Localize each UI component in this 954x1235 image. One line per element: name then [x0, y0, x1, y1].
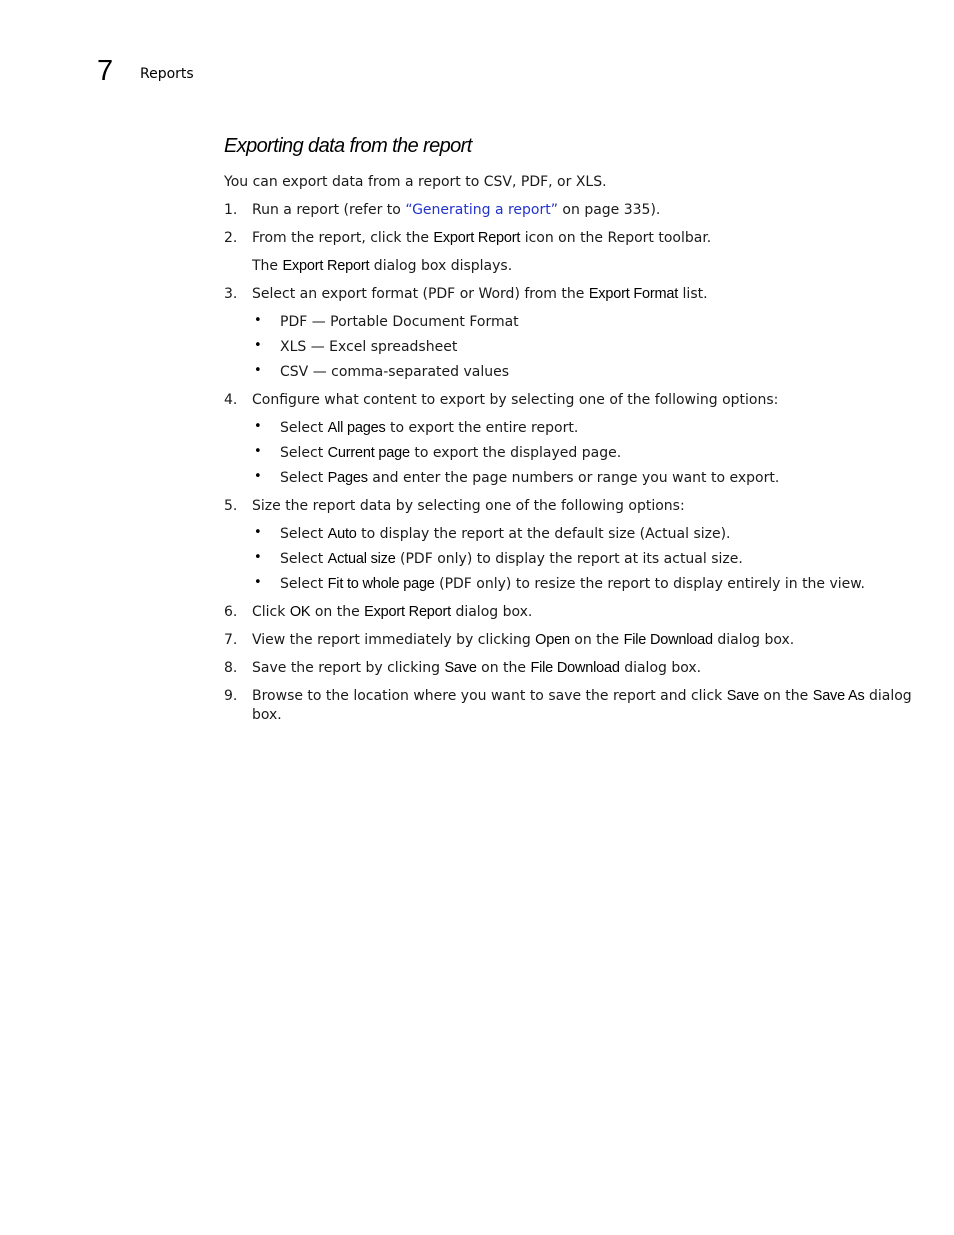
- step-text: The: [252, 258, 283, 274]
- ui-term: Fit to whole page: [327, 576, 435, 592]
- step-text: on the: [310, 604, 365, 620]
- bullet-item: XLS — Excel spreadsheet: [280, 339, 458, 355]
- step-text: list.: [678, 286, 708, 302]
- ui-term: Export Format: [588, 286, 679, 302]
- step-text: to display the report at the default size (Actual size).: [356, 526, 731, 542]
- step-text: From the report, click the: [252, 230, 434, 246]
- ui-term: Save As: [812, 688, 865, 704]
- ui-term: Open: [535, 632, 570, 648]
- step-text: and enter the page numbers or range you want to export.: [367, 470, 780, 486]
- step-text: Select: [280, 526, 328, 542]
- step-text: dialog box.: [451, 604, 533, 620]
- step-text: (PDF only) to display the report at its actual size.: [395, 551, 743, 567]
- step-text: (PDF only) to resize the report to display entirely in the view.: [434, 576, 865, 592]
- ui-term: Actual size: [327, 551, 396, 567]
- step-number: 5.: [224, 498, 238, 514]
- bullet-icon: •: [254, 550, 262, 565]
- bullet-icon: •: [254, 419, 262, 434]
- step-text: View the report immediately by clicking: [252, 632, 536, 648]
- ui-term: File Download: [623, 632, 713, 648]
- bullet-item: [280, 469, 779, 487]
- step-text: on page 335).: [557, 202, 661, 218]
- step-9-text: [252, 687, 912, 705]
- step-number: 8.: [224, 660, 238, 676]
- ui-term: Save: [726, 688, 759, 704]
- ui-term: Export Report: [433, 230, 521, 246]
- bullet-icon: •: [254, 575, 262, 590]
- step-9-text-continued: box.: [252, 707, 282, 723]
- bullet-icon: •: [254, 338, 262, 353]
- ui-term: Export Report: [364, 604, 451, 620]
- step-text: Select an export format (PDF or Word) from the: [252, 286, 589, 302]
- ui-term: Pages: [327, 470, 368, 486]
- step-text: Click: [252, 604, 290, 620]
- ui-term: Export Report: [282, 258, 370, 274]
- step-6-text: [252, 603, 532, 621]
- step-number: 3.: [224, 286, 238, 302]
- step-number: 2.: [224, 230, 238, 246]
- chapter-number: 7: [97, 55, 114, 87]
- step-text: dialog box.: [619, 660, 702, 676]
- step-text: Run a report (refer to: [252, 202, 406, 218]
- step-text: icon on the Report toolbar.: [520, 230, 712, 246]
- bullet-item: [280, 419, 578, 437]
- step-8-text: [252, 659, 701, 677]
- section-intro: You can export data from a report to CSV, PDF, or XLS.: [224, 174, 607, 190]
- step-text: Browse to the location where you want to save the report and click: [252, 688, 727, 704]
- bullet-icon: •: [254, 363, 262, 378]
- step-text: Select: [280, 576, 328, 592]
- bullet-item: [280, 444, 621, 462]
- step-text: Select: [280, 470, 328, 486]
- step-5-text: Size the report data by selecting one of the following options:: [252, 498, 685, 514]
- ui-term: Save: [444, 660, 477, 676]
- bullet-item: CSV — comma-separated values: [280, 364, 509, 380]
- step-text: Select: [280, 420, 328, 436]
- step-number: 1.: [224, 202, 238, 218]
- step-2-note: [252, 257, 512, 275]
- step-text: dialog box.: [712, 632, 795, 648]
- bullet-icon: •: [254, 525, 262, 540]
- ui-term: OK: [289, 604, 311, 620]
- step-text: dialog: [864, 688, 912, 704]
- bullet-icon: •: [254, 469, 262, 484]
- bullet-icon: •: [254, 313, 262, 328]
- step-number: 7.: [224, 632, 238, 648]
- step-number: 6.: [224, 604, 238, 620]
- step-4-text: Configure what content to export by selecting one of the following options:: [252, 392, 779, 408]
- bullet-item: [280, 550, 743, 568]
- chapter-title: Reports: [140, 66, 194, 82]
- bullet-item: PDF — Portable Document Format: [280, 314, 519, 330]
- step-3-text: [252, 285, 708, 303]
- step-text: Select: [280, 551, 328, 567]
- ui-term: All pages: [327, 420, 386, 436]
- step-text: Select: [280, 445, 328, 461]
- bullet-icon: •: [254, 444, 262, 459]
- step-text: on the: [569, 632, 624, 648]
- step-text: to export the entire report.: [385, 420, 579, 436]
- ui-term: Current page: [327, 445, 410, 461]
- step-text: Save the report by clicking: [252, 660, 445, 676]
- bullet-item: [280, 575, 865, 593]
- bullet-item: [280, 525, 731, 543]
- step-number: 4.: [224, 392, 238, 408]
- step-text: dialog box displays.: [369, 258, 513, 274]
- generating-report-link[interactable]: “Generating a report”: [405, 202, 558, 218]
- ui-term: Auto: [327, 526, 357, 542]
- step-text: on the: [476, 660, 531, 676]
- ui-term: File Download: [530, 660, 620, 676]
- step-1-text: [252, 201, 660, 219]
- step-2-text: [252, 229, 711, 247]
- step-number: 9.: [224, 688, 238, 704]
- step-7-text: [252, 631, 794, 649]
- step-text: on the: [758, 688, 813, 704]
- step-text: to export the displayed page.: [409, 445, 622, 461]
- section-title: Exporting data from the report: [224, 135, 472, 157]
